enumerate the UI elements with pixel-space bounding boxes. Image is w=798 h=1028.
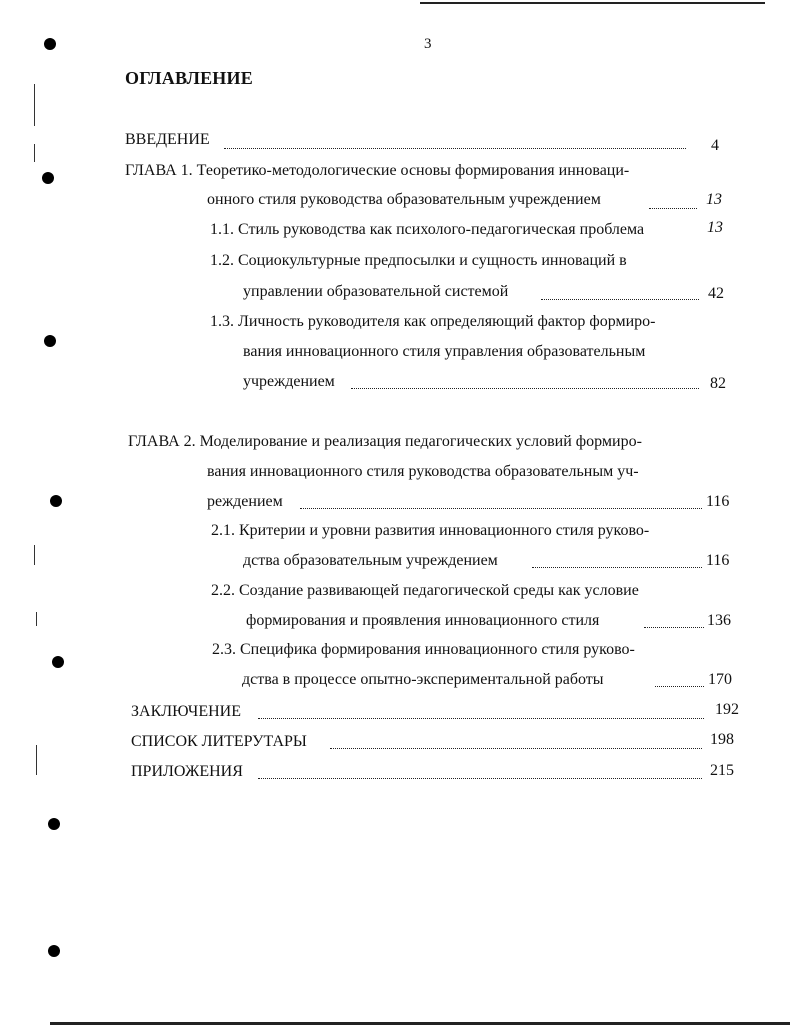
- scan-margin-line: [34, 545, 35, 565]
- toc-section-2-2: 2.2. Создание развивающей педагогической среды как условие: [211, 582, 639, 599]
- toc-leader: [541, 297, 699, 300]
- toc-section-1-3: 1.3. Личность руководителя как определяющий фактор формиро-: [210, 313, 656, 330]
- toc-leader: [258, 716, 704, 719]
- toc-leader: [224, 146, 686, 149]
- toc-page-conclusion: 192: [715, 701, 739, 718]
- toc-leader: [300, 506, 702, 509]
- toc-chapter-2-cont: вания инновационного стиля руководства образовательным уч-: [207, 463, 639, 480]
- toc-page-ch2: 116: [706, 493, 730, 510]
- toc-section-1-2: 1.2. Социокультурные предпосылки и сущность инноваций в: [210, 252, 627, 269]
- binding-hole-mark: [48, 818, 60, 830]
- binding-hole-mark: [42, 172, 54, 184]
- toc-entry-intro: ВВЕДЕНИЕ: [125, 131, 210, 148]
- toc-leader: [351, 386, 699, 389]
- page-title: ОГЛАВЛЕНИЕ: [125, 68, 253, 88]
- toc-entry-appendices: ПРИЛОЖЕНИЯ: [131, 763, 243, 780]
- toc-page-bibliography: 198: [710, 731, 734, 748]
- binding-hole-mark: [48, 945, 60, 957]
- toc-entry-conclusion: ЗАКЛЮЧЕНИЕ: [131, 703, 241, 720]
- page-number: 3: [424, 36, 432, 52]
- scan-margin-line: [36, 745, 37, 775]
- toc-section-1-1: 1.1. Стиль руководства как психолого-педагогическая проблема: [210, 221, 645, 238]
- toc-section-1-3-cont: учреждением: [243, 373, 335, 390]
- toc-page-appendices: 215: [710, 762, 734, 779]
- toc-section-2-2-cont: формирования и проявления инновационного стиля: [246, 612, 600, 629]
- toc-page-2-3: 170: [708, 671, 732, 688]
- scan-margin-line: [34, 84, 35, 126]
- scan-top-rule: [420, 2, 765, 4]
- toc-page-intro: 4: [711, 137, 719, 154]
- toc-leader: [649, 206, 697, 209]
- toc-section-1-3-cont: вания инновационного стиля управления образовательным: [243, 343, 646, 360]
- toc-section-2-1: 2.1. Критерии и уровни развития инновационного стиля руково-: [211, 522, 650, 539]
- toc-section-2-1-cont: дства образовательным учреждением: [243, 552, 498, 569]
- toc-chapter-2: ГЛАВА 2. Моделирование и реализация педагогических условий формиро-: [128, 433, 642, 450]
- toc-entry-bibliography: СПИСОК ЛИТЕРУТАРЫ: [131, 733, 307, 750]
- scan-margin-line: [34, 144, 35, 162]
- binding-hole-mark: [52, 656, 64, 668]
- toc-page-1-1: 13: [707, 219, 723, 236]
- toc-section-2-3-cont: дства в процессе опытно-экспериментальной работы: [242, 671, 604, 688]
- toc-leader: [644, 625, 704, 628]
- toc-chapter-2-cont: реждением: [207, 493, 283, 510]
- toc-page-2-2: 136: [707, 612, 731, 629]
- binding-hole-mark: [44, 38, 56, 50]
- toc-page-1-2: 42: [708, 285, 724, 302]
- toc-section-2-3: 2.3. Специфика формирования инновационного стиля руково-: [212, 641, 635, 658]
- toc-leader: [655, 684, 704, 687]
- binding-hole-mark: [44, 335, 56, 347]
- toc-page-ch1: 13: [706, 191, 722, 208]
- toc-section-1-2-cont: управлении образовательной системой: [243, 283, 509, 300]
- toc-leader: [532, 565, 702, 568]
- toc-leader: [258, 776, 702, 779]
- scan-margin-line: [36, 612, 37, 626]
- scan-bottom-rule: [50, 1022, 790, 1025]
- binding-hole-mark: [50, 495, 62, 507]
- toc-chapter-1-cont: онного стиля руководства образовательным учреждением: [207, 191, 601, 208]
- toc-page-1-3: 82: [710, 375, 726, 392]
- toc-page-2-1: 116: [706, 552, 730, 569]
- toc-chapter-1: ГЛАВА 1. Теоретико-методологические основы формирования инноваци-: [125, 162, 630, 179]
- toc-leader: [330, 746, 702, 749]
